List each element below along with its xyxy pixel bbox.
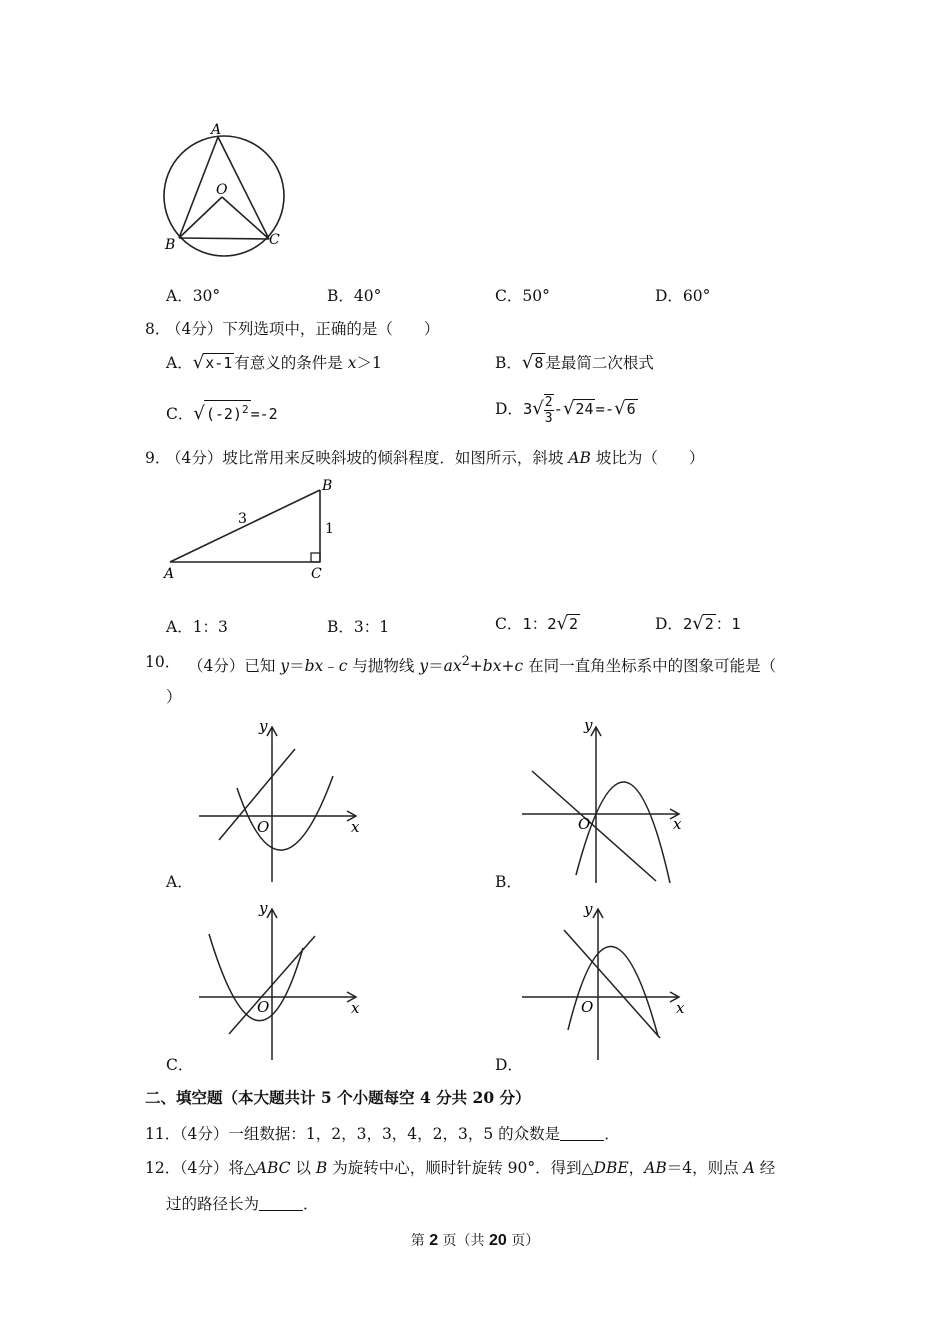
q9-label-c: C (311, 566, 322, 582)
q8-a-radicand: x-1 (205, 354, 233, 372)
page-footer (0, 1230, 950, 1250)
q11-stem: （4分）一组数据：1，2，3，3，4，2，3，5 的众数是 (172, 1125, 561, 1143)
q8-a-text1: 有意义的条件是 (234, 354, 348, 372)
q8-d-minus: - (553, 400, 563, 418)
graph-label-y: y (259, 900, 268, 917)
parabola-curve (568, 946, 658, 1036)
q7-label-a: A (211, 122, 222, 138)
graph-label-origin: O (257, 818, 270, 836)
q7-label-c: C (269, 232, 280, 248)
graph-label-y: y (584, 716, 593, 734)
q9-stem-part1: （4分）坡比常用来反映斜坡的倾斜程度．如图所示，斜坡 (166, 449, 569, 467)
q7-radius-ob (179, 197, 222, 238)
q9-stem-part2: 坡比为（ ） (590, 449, 705, 467)
q9-d-pre: 2 (682, 615, 693, 633)
q8-a-var: x (347, 354, 357, 372)
q8-b-text: 是最简二次根式 (545, 354, 654, 372)
sqrt-icon: √ (614, 398, 626, 419)
q8-c-radicand (204, 400, 251, 423)
q8-a-text2: ＞1 (356, 354, 382, 372)
q10-option-a-label: A． (166, 873, 193, 891)
q10-option-b-label: B． (495, 873, 522, 891)
q8-d-label: D． (495, 400, 523, 418)
q12-line2 (166, 1194, 319, 1214)
sqrt-icon: √ (193, 403, 205, 424)
q9-number: 9． (145, 449, 171, 467)
q8-option-a (166, 353, 382, 373)
q9-c-pre: 1：2 (522, 615, 557, 633)
q7-option-b: B．40° (327, 287, 382, 305)
q9-label-a: A (164, 566, 175, 582)
q9-stem (166, 448, 704, 468)
q9-label-vert: 1 (325, 521, 334, 537)
q8-stem: （4分）下列选项中，正确的是（ ） (166, 320, 440, 338)
q7-option-c: C．50° (495, 287, 550, 305)
q7-side-bc (179, 238, 269, 239)
sqrt-icon: √ (692, 613, 704, 634)
graph-label-y: y (259, 718, 268, 735)
q12-end: ． (303, 1195, 319, 1213)
q8-c-label: C． (166, 405, 194, 423)
graph-label-x: x (351, 999, 360, 1017)
q9-option-c (495, 614, 580, 634)
q11-text (172, 1124, 620, 1144)
parabola-curve (209, 934, 303, 1021)
q7-label-b: B (165, 237, 176, 253)
footer-total-pages: 20 (489, 1232, 507, 1249)
sqrt-icon: √ (192, 352, 205, 373)
q7-label-o: O (216, 182, 228, 198)
q10-stem: （4分）已知 y＝bx﹣c 与抛物线 $y=ax^2+bx+c$ 在同一直角坐标系中的图象可能是（ (188, 654, 777, 676)
graph-label-y: y (584, 900, 593, 918)
q10-graph-d (518, 900, 688, 1062)
footer-mid: 页（共 (438, 1233, 489, 1249)
q8-option-b (495, 353, 654, 373)
sqrt-icon: √ (532, 398, 544, 419)
q8-d-numerator: 2 (544, 395, 553, 410)
q8-number: 8． (145, 320, 171, 338)
q10-graph-c (195, 900, 365, 1062)
q8-c-result: =-2 (250, 405, 278, 423)
q8-d-denominator: 3 (544, 411, 553, 426)
q9-d-label: D． (655, 615, 683, 633)
q9-d-radicand: 2 (704, 615, 714, 633)
footer-pre: 第 (410, 1233, 430, 1249)
graph-label-x: x (676, 999, 685, 1017)
q9-c-label: C． (495, 615, 523, 633)
q9-right-angle-mark (311, 553, 320, 562)
q8-d-eq: =- (595, 400, 615, 418)
section-title: 二、填空题（本大题共计 5 个小题每空 4 分共 20 分） (145, 1088, 531, 1107)
q9-d-post: ：1 (715, 615, 741, 633)
q8-b-label: B． (495, 354, 522, 372)
q10-option-c-label: C． (166, 1056, 194, 1074)
q7-option-d: D．60° (655, 287, 711, 305)
q11-number: 11． (145, 1125, 181, 1143)
sqrt-icon: √ (521, 352, 534, 373)
sqrt-icon: √ (562, 398, 575, 419)
graph-label-x: x (673, 815, 682, 833)
q9-slope-figure (160, 472, 350, 584)
linear-function-line (532, 771, 656, 881)
q8-c-exponent: 2 (241, 403, 249, 416)
q8-c-base: (-2) (205, 405, 242, 423)
graph-label-origin: O (257, 998, 270, 1016)
q10-graph-b (518, 715, 688, 887)
q11-end: ． (604, 1125, 620, 1143)
q9-label-b: B (322, 478, 333, 494)
parabola-curve (237, 776, 333, 850)
q7-option-a: A．30° (166, 287, 221, 305)
q11-answer-blank[interactable] (560, 1124, 604, 1141)
q9-c-radicand: 2 (569, 615, 579, 633)
footer-page-number: 2 (429, 1232, 439, 1249)
q9-option-d (655, 614, 741, 634)
q9-label-hyp: 3 (238, 511, 247, 527)
q12-line2-text: 过的路径长为 (166, 1195, 260, 1213)
q9-option-b: B．3：1 (327, 618, 390, 636)
q8-option-c (166, 400, 278, 424)
q12-line1: （4分）将△ABC 以 B 为旋转中心，顺时针旋转 90°．得到△DBE，AB＝4，则点 A 经 (172, 1159, 776, 1177)
q10-number: 10． (145, 653, 181, 671)
graph-label-x: x (351, 818, 360, 836)
q8-d-radicand2: 24 (575, 400, 594, 418)
q9-option-a: A．1：3 (166, 618, 228, 636)
q8-a-label: A． (166, 354, 193, 372)
q7-circle-figure (150, 118, 300, 258)
q8-d-radicand3: 6 (626, 400, 636, 418)
q10-option-d-label: D． (495, 1056, 523, 1074)
q8-option-d (495, 394, 638, 426)
footer-post: 页） (506, 1233, 540, 1249)
q12-answer-blank[interactable] (259, 1194, 303, 1211)
graph-label-origin: O (581, 998, 594, 1016)
q7-side-ab (179, 137, 218, 238)
q8-b-radicand: 8 (534, 354, 544, 372)
q9-stem-var: AB (568, 449, 591, 467)
graph-label-origin: O (578, 815, 591, 833)
q10-stem-end: ） (166, 688, 182, 706)
sqrt-icon: √ (556, 613, 569, 634)
q10-graph-a (195, 718, 365, 888)
q8-d-fraction (544, 394, 554, 426)
q8-d-coef: 3 (522, 400, 533, 418)
q12-number: 12． (145, 1159, 181, 1177)
q7-radius-oc (222, 197, 269, 239)
